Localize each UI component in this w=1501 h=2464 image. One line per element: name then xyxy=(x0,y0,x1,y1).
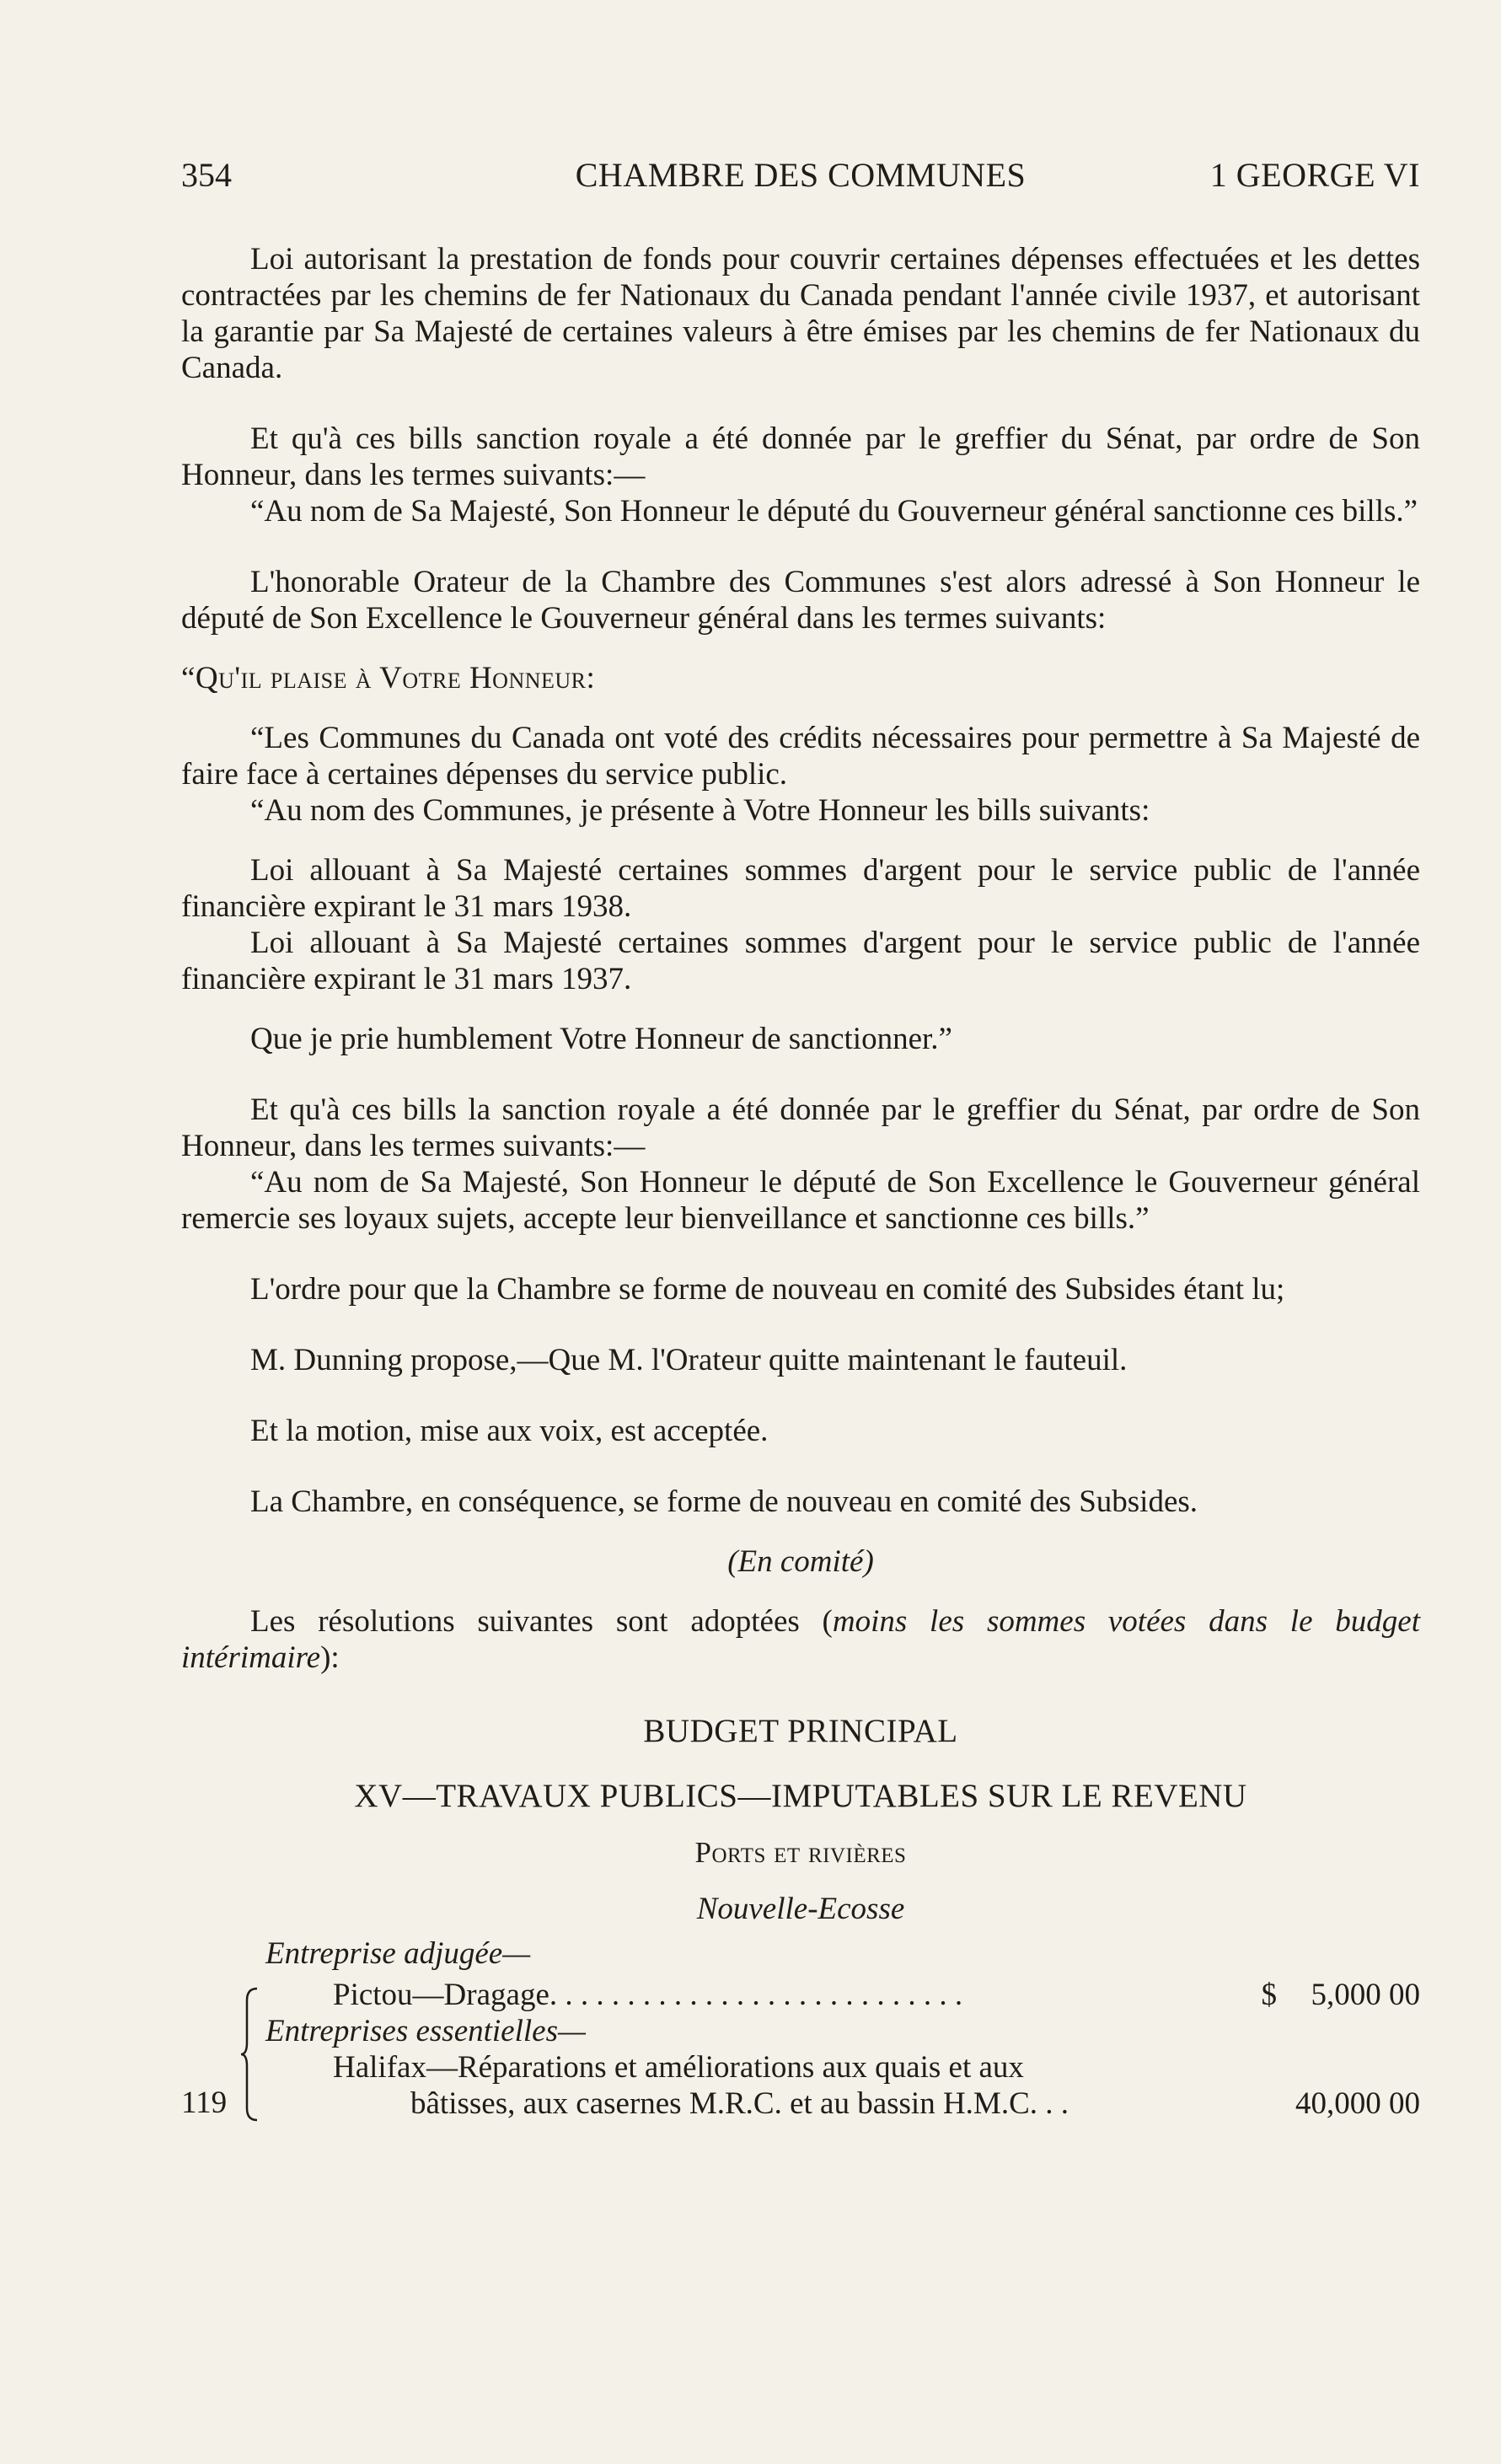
section-heading: XV—TRAVAUX PUBLICS—IMPUTABLES SUR LE REVENU xyxy=(354,1778,1247,1814)
brace-icon xyxy=(240,1987,262,2122)
paragraph-sanctionner: Que je prie humblement Votre Honneur de sanctionner.” xyxy=(250,1022,952,1056)
paragraph-sanction-royale-2: Et qu'à ces bills la sanction royale a été donnée par le greffier du Sénat, par ordre de Son Honneur, dans les termes suivants:— xyxy=(181,1092,1420,1163)
paragraph-communes-credits: “Les Communes du Canada ont voté des crédits nécessaires pour permettre à Sa Majesté de faire face à certaines dépenses du service public. xyxy=(181,721,1420,792)
page-body xyxy=(181,241,1420,2128)
header-title: CHAMBRE DES COMMUNES xyxy=(575,156,1027,194)
vote-number: 119 xyxy=(181,2086,228,2120)
resolutions-text-start: Les résolutions suivantes sont adoptées ( xyxy=(250,1604,833,1639)
paragraph-quote-sanction-1: “Au nom de Sa Majesté, Son Honneur le député du Gouverneur général sanctionne ces bills.” xyxy=(250,494,1418,529)
line-halifax-1 xyxy=(265,2049,1420,2086)
paragraph-dunning: M. Dunning propose,—Que M. l'Orateur quitte maintenant le fauteuil. xyxy=(250,1343,1128,1377)
paragraph-resolutions xyxy=(181,1603,1420,1676)
province-heading: Nouvelle-Ecosse xyxy=(696,1892,905,1926)
paragraph-loi-chemins-de-fer: Loi autorisant la prestation de fonds pour couvrir certaines dépenses effectuées et les dettes contractées par les chemins de fer Nationaux du Canada pendant l'année civile 1937, et autorisant la garantie par Sa Majesté de certaines valeurs à être émises par les chemins de fer Nationaux du Canada. xyxy=(181,242,1420,385)
header-reign: 1 GEORGE VI xyxy=(1209,156,1420,194)
paragraph-orateur: L'honorable Orateur de la Chambre des Communes s'est alors adressé à Son Honneur le député de Son Excellence le Gouverneur général dans les termes suivants: xyxy=(181,565,1420,636)
paragraph-qu-il-plaise: “Qu'il plaise à Votre Honneur: xyxy=(181,661,596,695)
vote-block xyxy=(181,1977,1420,2128)
paragraph-presente-bills: “Au nom des Communes, je présente à Votre Honneur les bills suivants: xyxy=(250,793,1150,828)
item-halifax-line-1: Halifax—Réparations et améliorations aux quais et aux xyxy=(333,2050,1024,2085)
amount-pictou: 5,000 00 xyxy=(1311,1978,1420,2012)
paragraph-sanction-royale-1: Et qu'à ces bills sanction royale a été donnée par le greffier du Sénat, par ordre de Son Honneur, dans les termes suivants:— xyxy=(181,421,1420,492)
paragraph-quote-sanction-2: “Au nom de Sa Majesté, Son Honneur le député de Son Excellence le Gouverneur général remercie ses loyaux sujets, accepte leur bienveillance et sanctionne ces bills.” xyxy=(181,1165,1420,1236)
paragraph-motion-acceptee: Et la motion, mise aux voix, est acceptée. xyxy=(250,1414,769,1448)
amount-halifax: 40,000 00 xyxy=(1295,2086,1420,2121)
paragraph-en-comite: (En comité) xyxy=(727,1544,874,1579)
line-essential-label xyxy=(265,2013,1420,2049)
line-halifax-2 xyxy=(265,2086,1420,2122)
dollar-sign: $ xyxy=(1261,1978,1277,2012)
paragraph-loi-1938: Loi allouant à Sa Majesté certaines sommes d'argent pour le service public de l'année financière expirant le 31 mars 1938. xyxy=(181,853,1420,924)
page xyxy=(181,0,1420,2464)
line-pictou xyxy=(265,1977,1420,2013)
resolutions-text-italic: moins les sommes votées dans le budget intérimaire xyxy=(181,1604,1420,1675)
paragraph-ordre-comite: L'ordre pour que la Chambre se forme de nouveau en comité des Subsides étant lu; xyxy=(250,1272,1285,1307)
subsection-heading: Ports et rivières xyxy=(694,1836,907,1869)
paragraph-loi-1937: Loi allouant à Sa Majesté certaines sommes d'argent pour le service public de l'année financière expirant le 31 mars 1937. xyxy=(181,926,1420,996)
running-header xyxy=(181,150,1420,201)
essential-label: Entreprises essentielles— xyxy=(265,2014,586,2048)
budget-heading: BUDGET PRINCIPAL xyxy=(643,1713,958,1749)
resolutions-text-end: ): xyxy=(320,1640,340,1675)
paragraph-chambre-comite: La Chambre, en conséquence, se forme de nouveau en comité des Subsides. xyxy=(250,1484,1198,1519)
item-halifax-line-2: bâtisses, aux casernes M.R.C. et au bassin H.M.C. . . xyxy=(410,2086,1069,2121)
item-pictou: Pictou—Dragage. . . . . . . . . . . . . . . . . . . . . . . . . . . xyxy=(333,1978,963,2012)
page-number: 354 xyxy=(181,156,232,194)
contract-label: Entreprise adjugée— xyxy=(265,1936,531,1971)
